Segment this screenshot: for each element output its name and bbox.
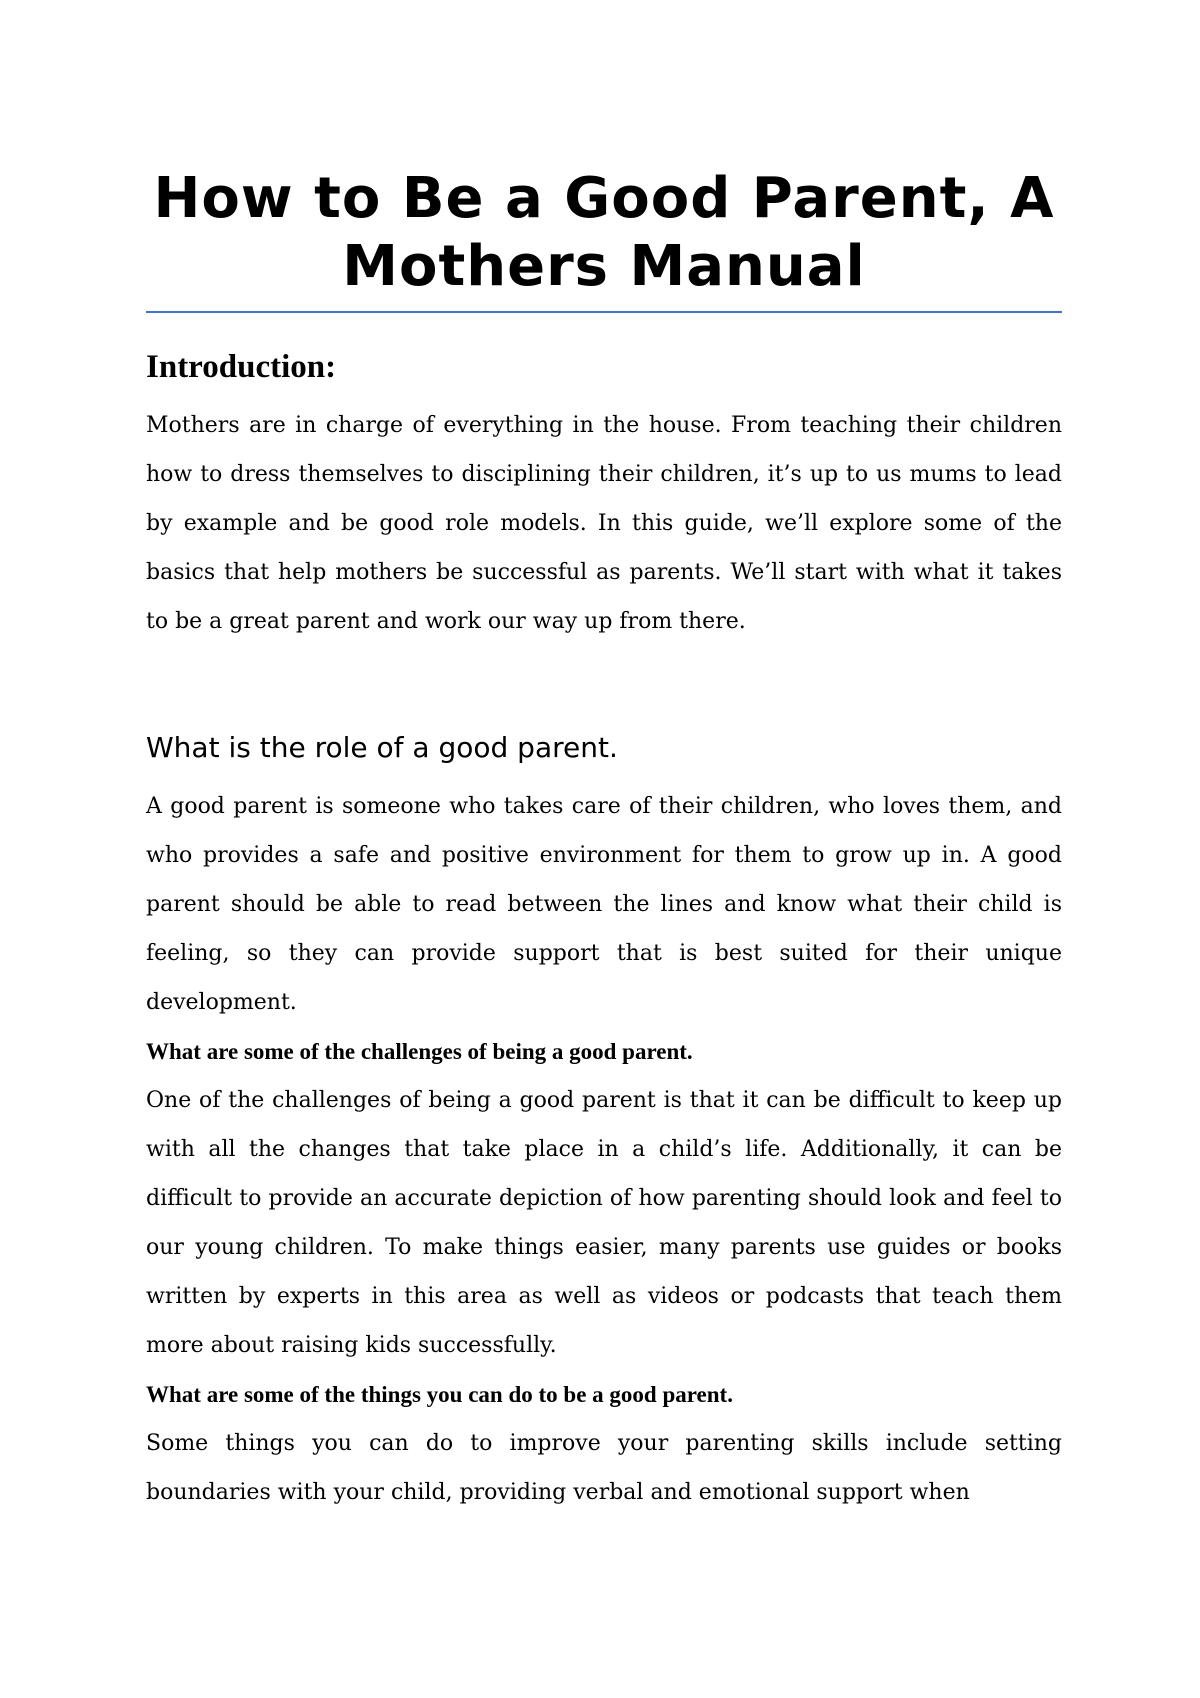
things-heading: What are some of the things you can do to be a good parent. [146,1382,733,1407]
introduction-paragraph: Mothers are in charge of everything in the house. From teaching their children how to dress themselves to disciplining their children, it’s up to us mums to lead by example and be good role models. In this guide, we’ll explore some of the basics that help mothers be successful as parents. We’ll start with what it takes to be a great parent and work our way up from there. [146,413,1062,634]
introduction-heading: Introduction: [146,349,337,385]
title-divider [146,311,1062,313]
things-paragraph: Some things you can do to improve your parenting skills include setting boundaries with your child, providing verbal and emotional support when [146,1431,1062,1505]
challenges-paragraph: One of the challenges of being a good parent is that it can be difficult to keep up with all the changes that take place in a child’s life. Additionally, it can be difficult to provide an accurate depiction of how parenting should look and feel to our young children. To make things easier, many parents use guides or books written by experts in this area as well as videos or podcasts that teach them more about raising kids successfully. [146,1088,1062,1358]
role-section-heading: What is the role of a good parent. [146,731,618,764]
page-title: How to Be a Good Parent, A Mothers Manual [153,166,1055,299]
role-section-paragraph: A good parent is someone who takes care of their children, who loves them, and who provides a safe and positive environment for them to grow up in. A good parent should be able to read between the lines and know what their child is feeling, so they can provide support that is best suited for their unique development. [146,794,1062,1015]
document-page [146,165,1062,1517]
challenges-heading: What are some of the challenges of being a good parent. [146,1039,693,1064]
